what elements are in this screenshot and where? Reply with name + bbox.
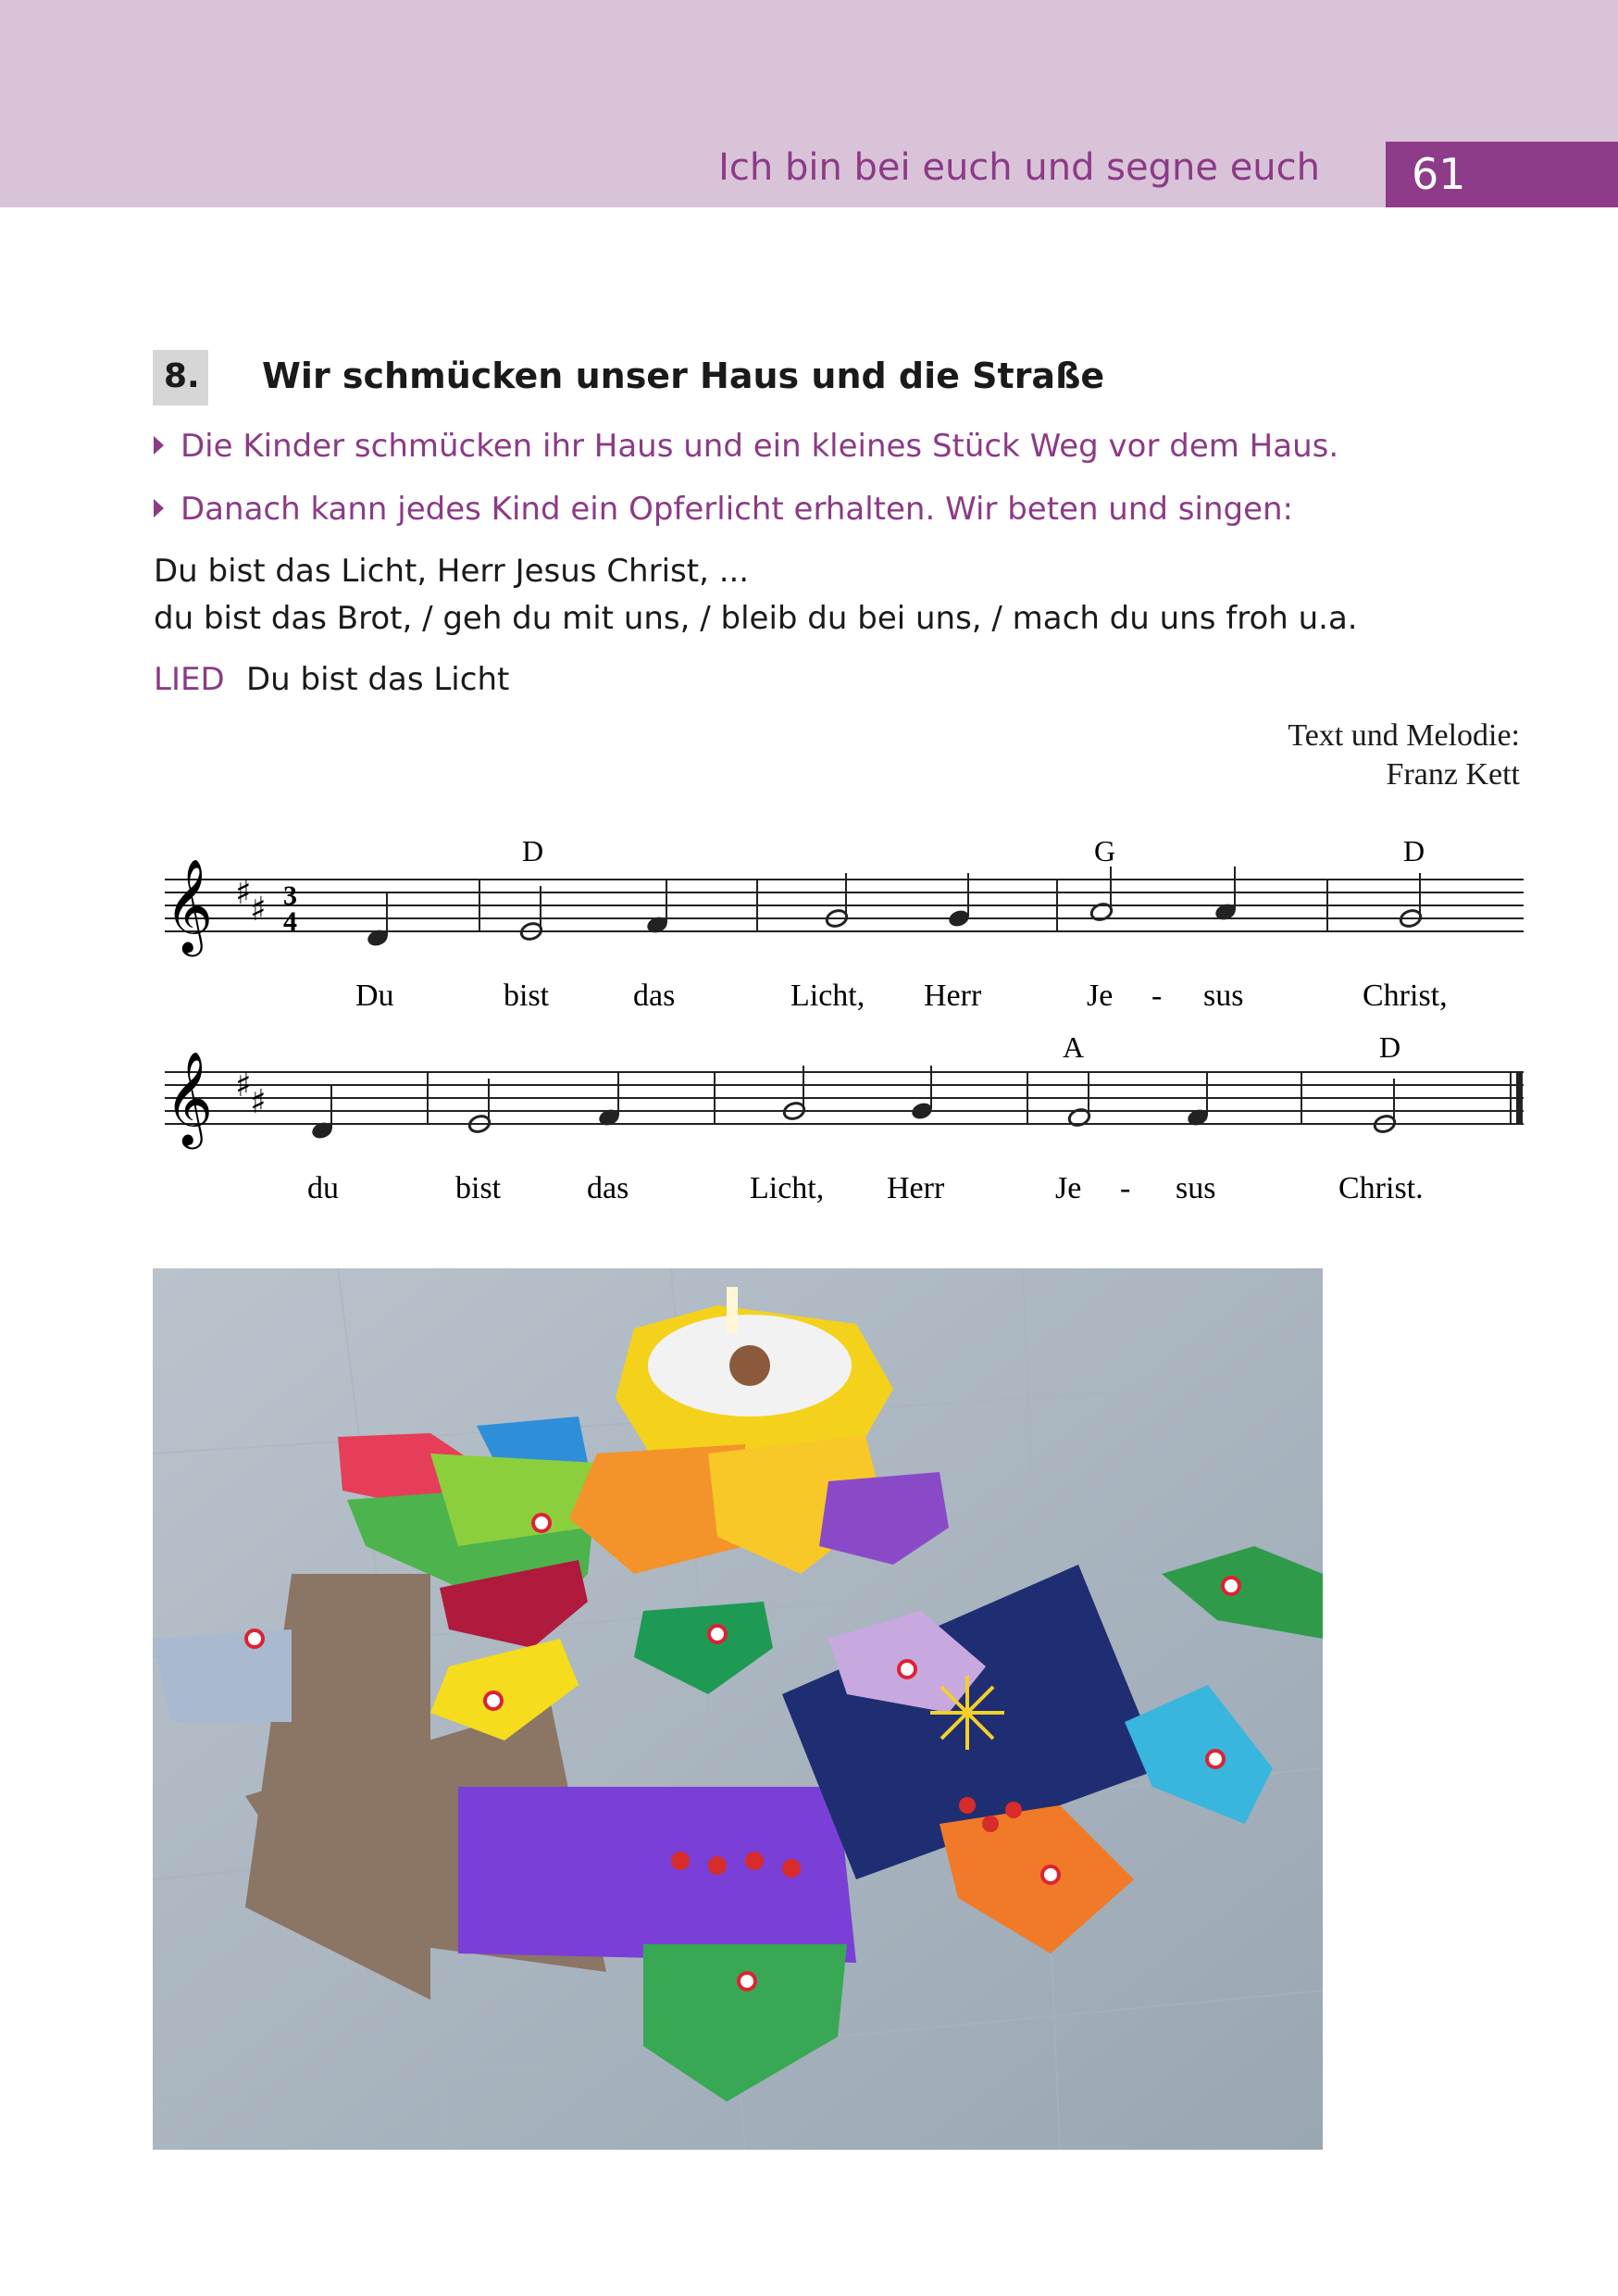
section-number: 8. bbox=[164, 357, 200, 395]
bullet-marker-icon bbox=[154, 499, 164, 518]
music-score bbox=[157, 815, 1527, 1222]
bullet-marker-icon bbox=[154, 436, 164, 455]
credit-line: Text und Melodie: bbox=[1288, 718, 1520, 753]
bullet-text: Die Kinder schmücken ihr Haus und ein kleines Stück Weg vor dem Haus. bbox=[180, 428, 1339, 465]
time-signature-bottom: 4 bbox=[283, 906, 297, 937]
lyric-syllable: - bbox=[1151, 979, 1163, 1013]
lyric-syllable: du bbox=[307, 1171, 339, 1205]
section-title: Wir schmücken unser Haus und die Straße bbox=[262, 356, 1105, 396]
sharp-c-icon: ♯ bbox=[250, 891, 267, 929]
bullet-item bbox=[154, 428, 1338, 465]
chord-symbol: D bbox=[522, 834, 544, 867]
time-signature-top: 3 bbox=[283, 880, 297, 911]
page-number: 61 bbox=[1412, 149, 1466, 199]
staff-system-2 bbox=[165, 1030, 1524, 1205]
lyric-syllable: Je bbox=[1087, 979, 1114, 1013]
lyric-syllable: das bbox=[587, 1171, 629, 1205]
lyric-syllable: Licht, bbox=[790, 979, 865, 1013]
page-header bbox=[0, 0, 1618, 207]
running-title: Ich bin bei euch und segne euch bbox=[718, 146, 1320, 189]
lyric-syllable: Herr bbox=[924, 979, 982, 1013]
quarter-note bbox=[1214, 867, 1238, 922]
lyric-syllable: Christ, bbox=[1363, 979, 1448, 1013]
quarter-note bbox=[910, 1066, 934, 1121]
lyric-syllable: - bbox=[1120, 1171, 1131, 1205]
quarter-note bbox=[1186, 1072, 1210, 1128]
quarter-note bbox=[947, 873, 971, 929]
lyric-syllable: sus bbox=[1203, 979, 1244, 1013]
body-text-line: Du bist das Licht, Herr Jesus Christ, ... bbox=[154, 553, 750, 590]
lyric-syllable: das bbox=[633, 979, 676, 1013]
half-note bbox=[782, 1066, 806, 1121]
bullet-text: Danach kann jedes Kind ein Opferlicht erhalten. Wir beten und singen: bbox=[180, 491, 1294, 528]
quarter-note bbox=[645, 880, 669, 935]
half-note bbox=[467, 1079, 492, 1134]
lyric-syllable: Du bbox=[355, 979, 394, 1013]
quarter-note bbox=[310, 1085, 334, 1141]
staff-system-1 bbox=[165, 834, 1524, 1013]
half-note bbox=[1067, 1072, 1091, 1128]
quarter-note bbox=[366, 892, 390, 948]
lyric-syllable: bist bbox=[504, 979, 550, 1013]
half-note bbox=[1089, 867, 1114, 922]
lyric-syllable: Christ. bbox=[1338, 1171, 1424, 1205]
lyric-syllable: bist bbox=[455, 1171, 502, 1205]
sharp-c-icon: ♯ bbox=[250, 1083, 267, 1121]
lyric-syllable: Licht, bbox=[750, 1171, 825, 1205]
final-barline bbox=[1516, 1072, 1523, 1124]
lyric-syllable: Je bbox=[1055, 1171, 1082, 1205]
chord-symbol: D bbox=[1403, 834, 1425, 867]
lyric-syllable: Herr bbox=[887, 1171, 945, 1205]
chord-symbol: D bbox=[1379, 1030, 1401, 1064]
chord-symbol: G bbox=[1094, 834, 1116, 867]
section-number-box bbox=[153, 350, 208, 406]
sharp-f-icon: ♯ bbox=[235, 874, 252, 912]
lied-label: LIED bbox=[154, 661, 225, 698]
photo-colored-cloth-houses-icon bbox=[153, 1268, 1323, 2150]
page-number-box bbox=[1386, 142, 1618, 207]
sharp-f-icon: ♯ bbox=[235, 1067, 252, 1104]
bullet-item bbox=[154, 491, 1293, 528]
half-note bbox=[1399, 873, 1423, 929]
half-note bbox=[1373, 1079, 1397, 1134]
body-text-line: du bist das Brot, / geh du mit uns, / bleib du bei uns, / mach du uns froh u.a. bbox=[154, 600, 1358, 637]
lied-title: Du bist das Licht bbox=[246, 661, 510, 698]
half-note bbox=[825, 873, 849, 929]
chord-symbol: A bbox=[1063, 1030, 1085, 1064]
quarter-note bbox=[597, 1072, 621, 1128]
credit-line: Franz Kett bbox=[1386, 757, 1520, 792]
treble-clef-icon: 𝄞 bbox=[165, 857, 214, 953]
half-note bbox=[519, 886, 543, 942]
lyric-syllable: sus bbox=[1176, 1171, 1216, 1205]
treble-clef-icon: 𝄞 bbox=[165, 1050, 214, 1145]
